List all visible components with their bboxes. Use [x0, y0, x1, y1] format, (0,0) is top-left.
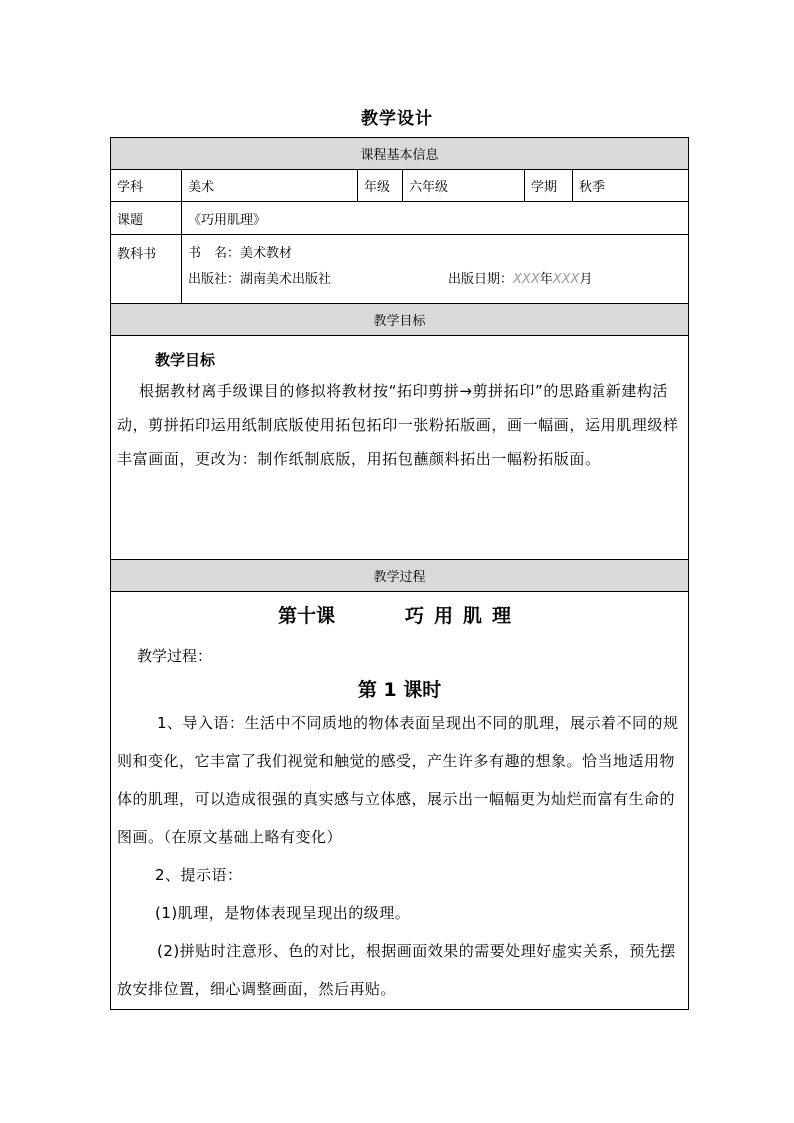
year-char: 年 [539, 272, 553, 287]
goals-text: 根据教材离手级课目的修拟将教材按“拓印剪拼→剪拼拓印”的思路重新建构活动，剪拼拓印运用纸制底版使用拓包拓印一张粉拓版画，画一幅画，运用肌理级样丰富画面，更改为：制作纸制底版，用拓包蘸颜料拓出一幅粉拓版面。 [117, 382, 679, 468]
textbook-info [182, 235, 689, 304]
textbook-label: 教科书 [111, 235, 182, 304]
lesson-number: 第十课 [278, 605, 336, 627]
topic-value: 《巧用肌理》 [182, 202, 689, 235]
term-label: 学期 [525, 170, 573, 202]
hint-item-1: (1)肌理，是物体表现呈现出的级理。 [155, 904, 411, 922]
goals-heading: 教学目标 [155, 351, 216, 369]
section-header-process: 教学过程 [111, 560, 689, 592]
intro-paragraph: 1、导入语：生活中不同质地的物体表面呈现出不同的肌理，展示着不同的规则和变化，它丰富了我们视觉和触觉的感受，产生许多有趣的想象。恰当地适用物体的肌理，可以造成很强的真实感与立体感，展示出一幅幅更为灿烂而富有生命的图画。（在原文基础上略有变化） [117, 714, 679, 846]
publish-month: XXX [552, 272, 580, 287]
publisher: 出版社：湖南美术出版社 [188, 272, 332, 287]
document-title: 教学设计 [361, 109, 433, 129]
hint-item-2: (2)拼贴时注意形、色的对比，根据画面效果的需要处理好虚实关系，预先摆放安排位置，细心调整画面，然后再贴。 [117, 942, 676, 998]
month-char: 月 [579, 272, 593, 287]
lesson-design-table [110, 137, 689, 1010]
publish-date-prefix: 出版日期： [448, 272, 514, 287]
class-hour-title: 第 1 课时 [357, 679, 442, 701]
book-name: 书 名：美术教材 [188, 246, 293, 261]
grade-label: 年级 [358, 170, 403, 202]
term-value: 秋季 [573, 170, 689, 202]
goals-content [111, 336, 689, 560]
hint-heading: 2、提示语： [155, 866, 243, 884]
process-content [111, 592, 689, 1010]
subject-value: 美术 [182, 170, 358, 202]
publisher-row [188, 269, 682, 295]
grade-value: 六年级 [403, 170, 525, 202]
publish-year: XXX [513, 272, 540, 287]
section-header-goals: 教学目标 [111, 304, 689, 336]
section-header-basic-info: 课程基本信息 [111, 138, 689, 170]
lesson-title [117, 601, 682, 631]
publish-date [448, 269, 592, 295]
topic-label: 课题 [111, 202, 182, 235]
process-label: 教学过程： [137, 647, 213, 665]
subject-label: 学科 [111, 170, 182, 202]
lesson-topic: 巧用肌理 [405, 605, 522, 627]
